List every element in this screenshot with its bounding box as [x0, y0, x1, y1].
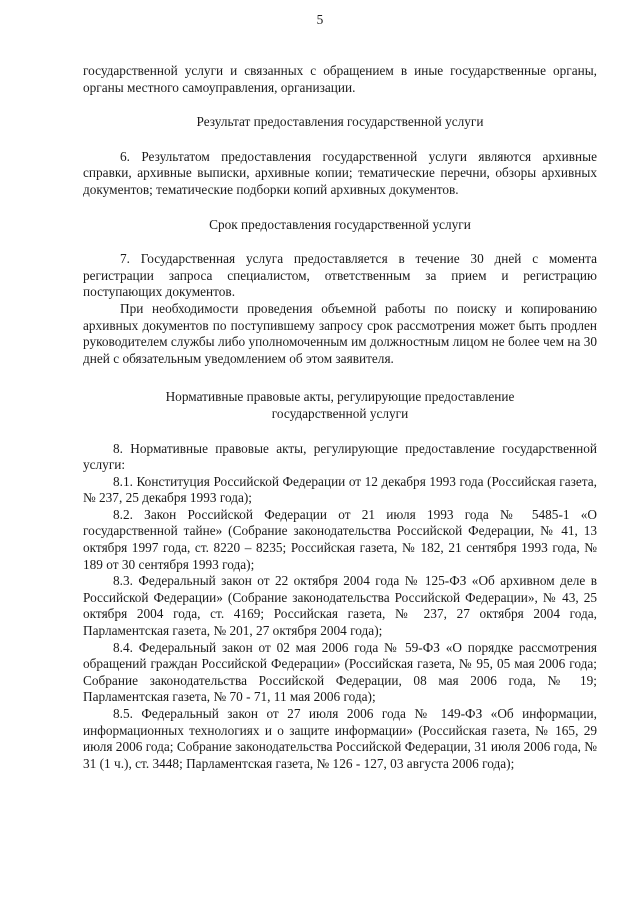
paragraph-8-2: 8.2. Закон Российской Федерации от 21 июля 1993 года № 5485-1 «О государственной тайне» (Собрание законодательства Российской Федерации, № 41, 13 октября 1997 года, ст. 8220 – 8235; Российская газета, № 182, 21 сентября 1993 года, № 189 от 30 сентября 1993 года);: [83, 506, 597, 572]
document-body: [83, 63, 597, 772]
paragraph-7: 7. Государственная услуга предоставляется в течение 30 дней с момента регистрации запроса специалистом, ответственным за прием и регистрацию поступающих документов.: [83, 251, 597, 300]
paragraph-7-extension: При необходимости проведения объемной работы по поиску и копированию архивных документов по поступившему запросу срок рассмотрения может быть продлен руководителем службы либо уполномоченным им должностным лицом не более чем на 30 дней с обязательным уведомлением об этом заявителя.: [83, 300, 597, 366]
heading-term: Срок предоставления государственной услуги: [209, 216, 471, 232]
paragraph-8-5: 8.5. Федеральный закон от 27 июля 2006 года № 149-ФЗ «Об информации, информационных технологиях и о защите информации» (Российская газета, № 165, 29 июля 2006 года; Собрание законодательства Российской Федерации, 31 июля 2006 года, № 31 (1 ч.), ст. 3448; Парламентская газета, № 126 - 127, 03 августа 2006 года);: [83, 706, 597, 771]
paragraph-8-4: 8.4. Федеральный закон от 02 мая 2006 года № 59-ФЗ «О порядке рассмотрения обращений граждан Российской Федерации» (Российская газета, № 95, 05 мая 2006 года; Собрание законодательства Российской Федерации, 08 мая 2006 года, № 19; Парламентская газета, № 70 - 71, 11 мая 2006 года);: [83, 639, 597, 705]
page-number: 5: [316, 12, 324, 27]
paragraph-8: 8. Нормативные правовые акты, регулирующие предоставление государственной услуги:: [83, 440, 597, 473]
heading-acts: [83, 389, 597, 422]
heading-acts-line-1: Нормативные правовые акты, регулирующие предоставление: [165, 389, 515, 405]
heading-acts-line-2: государственной услуги: [271, 405, 409, 421]
heading-result: Результат предоставления государственной услуги: [196, 114, 484, 130]
paragraph-6: 6. Результатом предоставления государственной услуги являются архивные справки, архивные выписки, архивные копии; тематические перечни, обзоры архивных документов; тематические подборки копий архивных документов.: [83, 148, 597, 197]
paragraph-8-1: 8.1. Конституция Российской Федерации от 12 декабря 1993 года (Российская газета, № 237, 25 декабря 1993 года);: [83, 473, 597, 506]
paragraph-8-3: 8.3. Федеральный закон от 22 октября 2004 года № 125-ФЗ «Об архивном деле в Российской Федерации» (Собрание законодательства Российской Федерации», № 43, 25 октября 2004 года, ст. 4169; Российская газета, № 237, 27 октября 2004 года, Парламентская газета, № 201, 27 октября 2004 года);: [83, 573, 597, 639]
intro-paragraph: государственной услуги и связанных с обращением в иные государственные органы, органы местного самоуправления, организации.: [83, 63, 597, 95]
